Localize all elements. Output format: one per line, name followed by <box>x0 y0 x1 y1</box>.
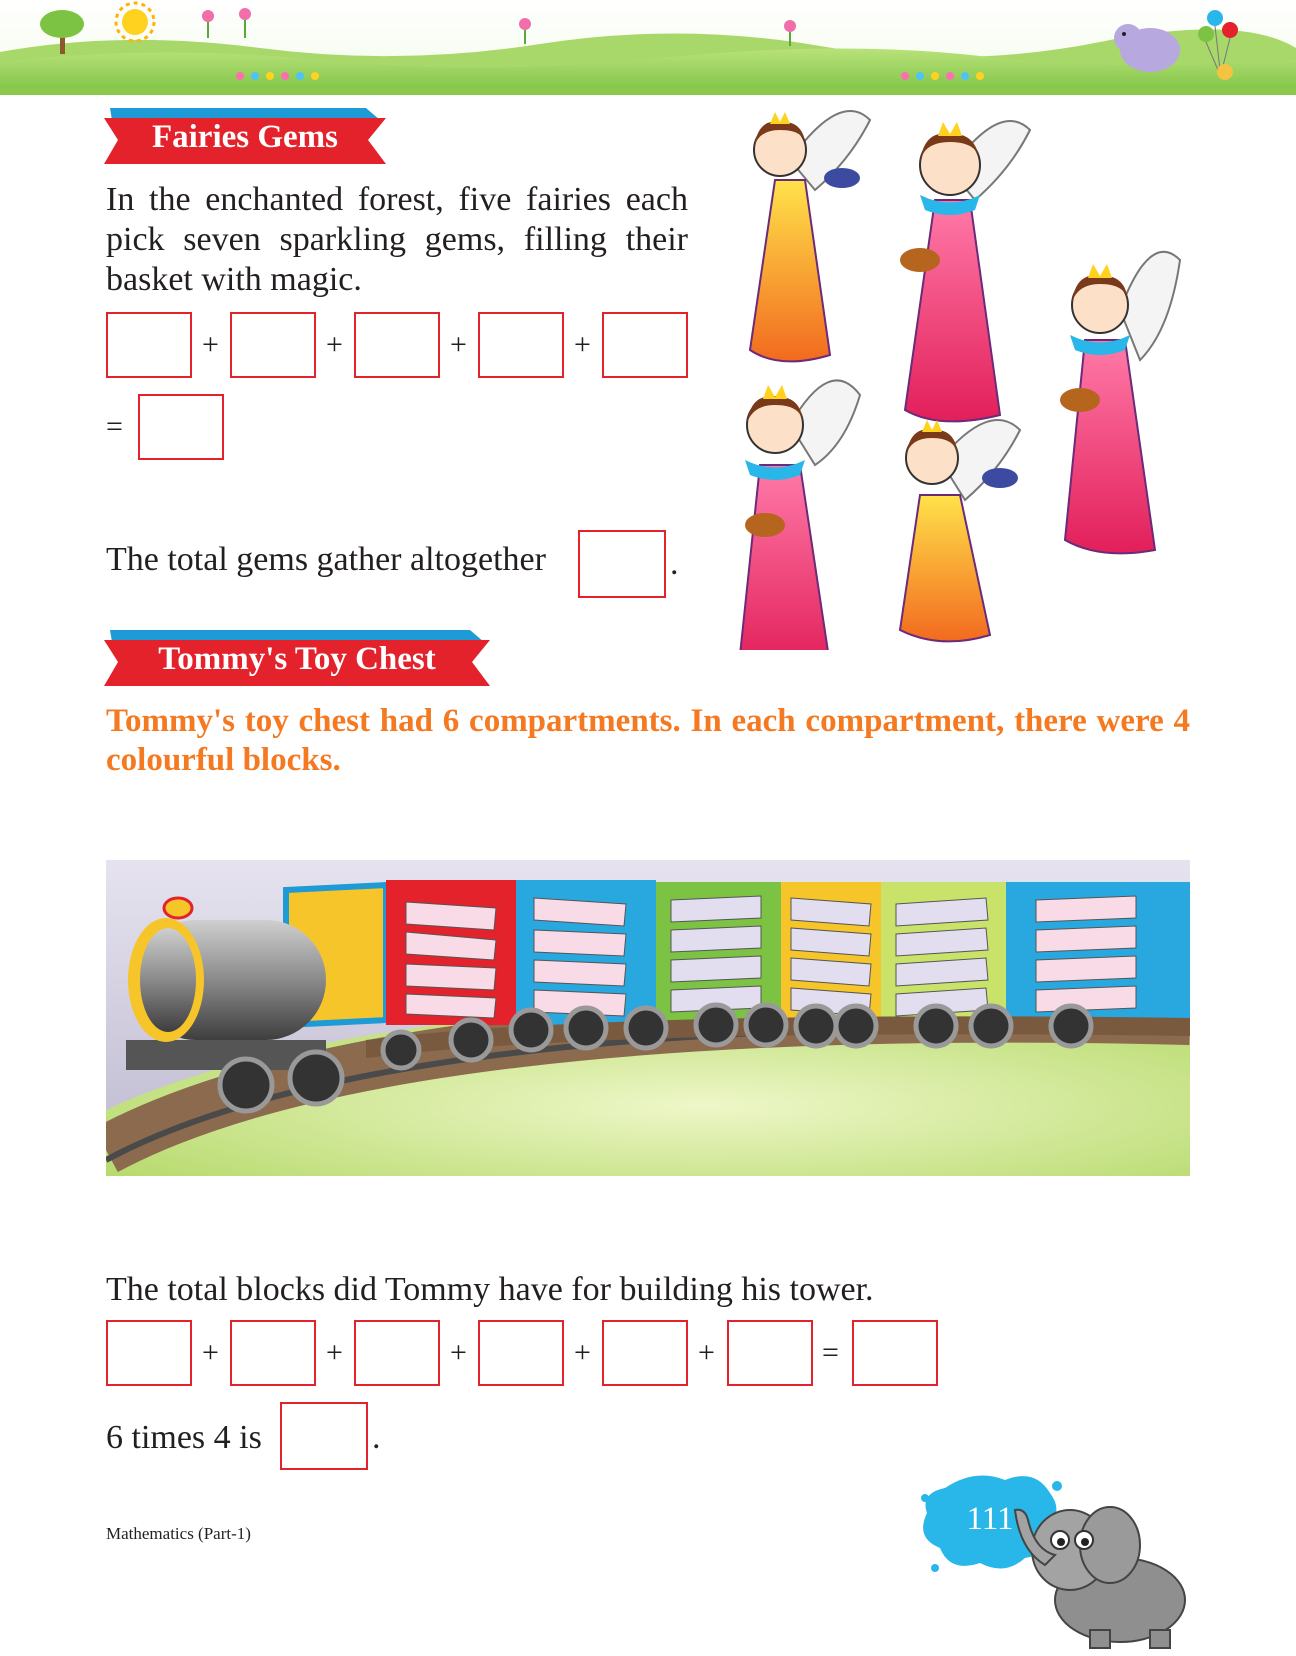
answer-box[interactable] <box>354 312 440 378</box>
fairy-icon <box>750 111 870 361</box>
sum-answer-box[interactable] <box>138 394 224 460</box>
plus-sign: + <box>202 328 219 361</box>
equals-sign: = <box>106 410 123 443</box>
answer-box[interactable] <box>727 1320 813 1386</box>
plus-sign: + <box>450 328 467 361</box>
plus-sign: + <box>574 1336 591 1369</box>
plus-sign: + <box>202 1336 219 1369</box>
answer-box[interactable] <box>230 1320 316 1386</box>
answer-box[interactable] <box>354 1320 440 1386</box>
answer-box[interactable] <box>602 312 688 378</box>
fairy-icon <box>900 420 1020 641</box>
fairies-problem-text: In the enchanted forest, five fairies each pick seven sparkling gems, filling their basket with magic. <box>106 181 688 298</box>
section-ribbon-toy-chest <box>104 630 490 688</box>
elephant-mascot-icon <box>1010 1490 1200 1650</box>
book-title: Mathematics (Part-1) <box>106 1524 251 1543</box>
equals-sign: = <box>822 1336 839 1369</box>
answer-box[interactable] <box>106 312 192 378</box>
train-illustration <box>106 860 1190 1176</box>
section-ribbon-fairies-gems <box>104 108 386 166</box>
answer-box[interactable] <box>230 312 316 378</box>
total-gems-text: The total gems gather altogether <box>106 541 546 578</box>
page-number: 111 <box>966 1501 1014 1537</box>
plus-sign: + <box>326 328 343 361</box>
fairy-icon <box>1060 252 1180 554</box>
plus-sign: + <box>574 328 591 361</box>
fairy-icon <box>740 380 860 650</box>
fairy-icon <box>900 121 1030 421</box>
answer-box[interactable] <box>602 1320 688 1386</box>
plus-sign: + <box>698 1336 715 1369</box>
sum-answer-box[interactable] <box>852 1320 938 1386</box>
section-title: Fairies Gems <box>151 119 339 155</box>
answer-box[interactable] <box>478 312 564 378</box>
total-blocks-question: The total blocks did Tommy have for building his tower. <box>106 1271 874 1308</box>
period: . <box>372 1419 381 1456</box>
section-title: Tommy's Toy Chest <box>158 641 436 677</box>
total-gems-answer-box[interactable] <box>578 530 666 598</box>
toy-chest-problem-text: Tommy's toy chest had 6 compartments. In each compartment, there were 4 colourful blocks. <box>106 703 1190 778</box>
answer-box[interactable] <box>478 1320 564 1386</box>
product-answer-box[interactable] <box>280 1402 368 1470</box>
period: . <box>670 545 679 582</box>
top-meadow-banner <box>0 0 1296 95</box>
plus-sign: + <box>450 1336 467 1369</box>
answer-box[interactable] <box>106 1320 192 1386</box>
fairies-illustration <box>720 100 1200 650</box>
plus-sign: + <box>326 1336 343 1369</box>
times-text: 6 times 4 is <box>106 1419 262 1456</box>
